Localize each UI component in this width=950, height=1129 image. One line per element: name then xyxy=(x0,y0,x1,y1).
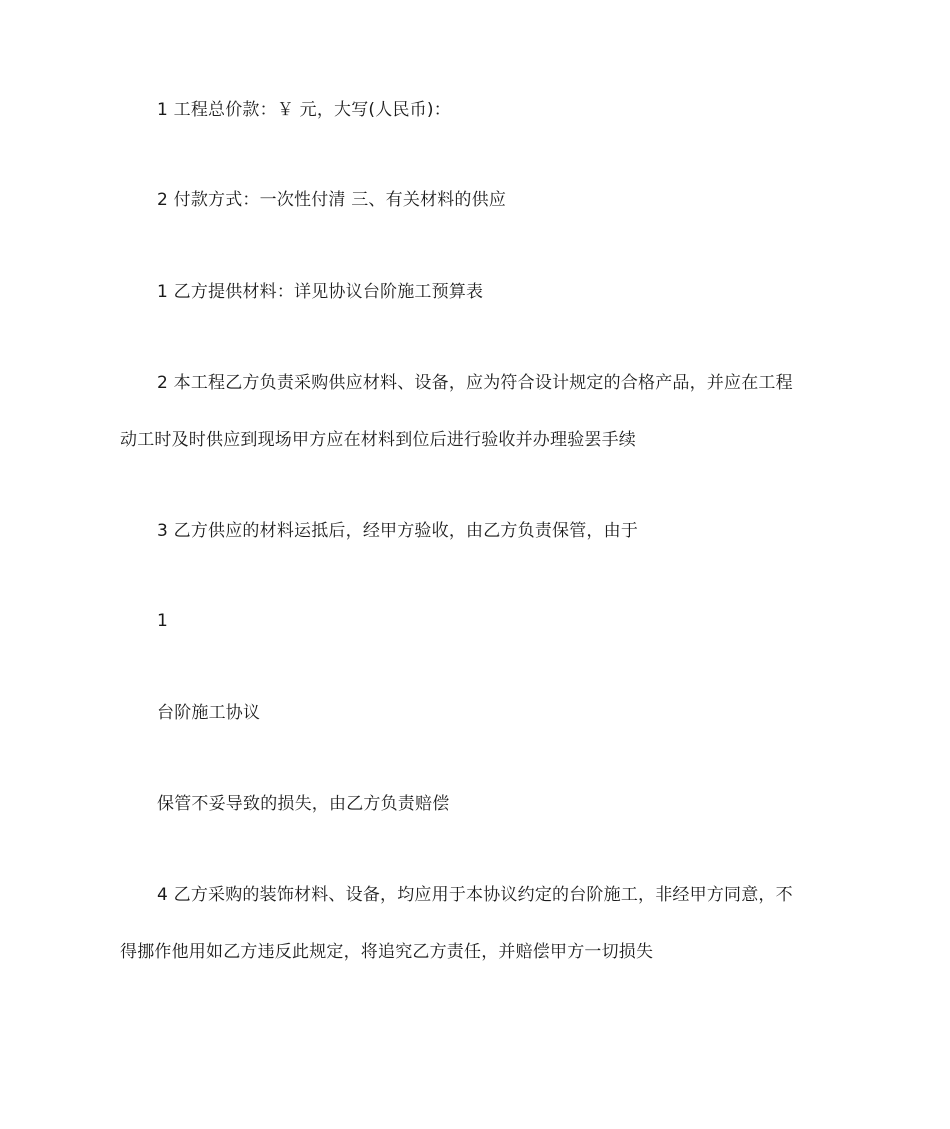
materials-provided-line: 1 乙方提供材料：详见协议台阶施工预算表 xyxy=(157,282,484,302)
procurement-line: 2 本工程乙方负责采购供应材料、设备，应为符合设计规定的合格产品，并应在工程 xyxy=(157,373,793,393)
storage-line: 3 乙方供应的材料运抵后，经甲方验收，由乙方负责保管，由于 xyxy=(157,521,639,541)
document-title: 台阶施工协议 xyxy=(157,703,261,723)
procurement-line-cont: 动工时及时供应到现场甲方应在材料到位后进行验收并办理验罢手续 xyxy=(120,430,636,450)
payment-method-line: 2 付款方式：一次性付清 三、有关材料的供应 xyxy=(157,190,507,210)
total-price-line: 1 工程总价款：￥ 元，大写(人民币)： xyxy=(157,100,451,120)
material-usage-line-cont: 得挪作他用如乙方违反此规定，将追究乙方责任，并赔偿甲方一切损失 xyxy=(120,942,654,962)
material-usage-line: 4 乙方采购的装饰材料、设备，均应用于本协议约定的台阶施工，非经甲方同意，不 xyxy=(157,885,793,905)
storage-loss-line: 保管不妥导致的损失，由乙方负责赔偿 xyxy=(157,794,450,814)
page-number: 1 xyxy=(157,611,169,631)
